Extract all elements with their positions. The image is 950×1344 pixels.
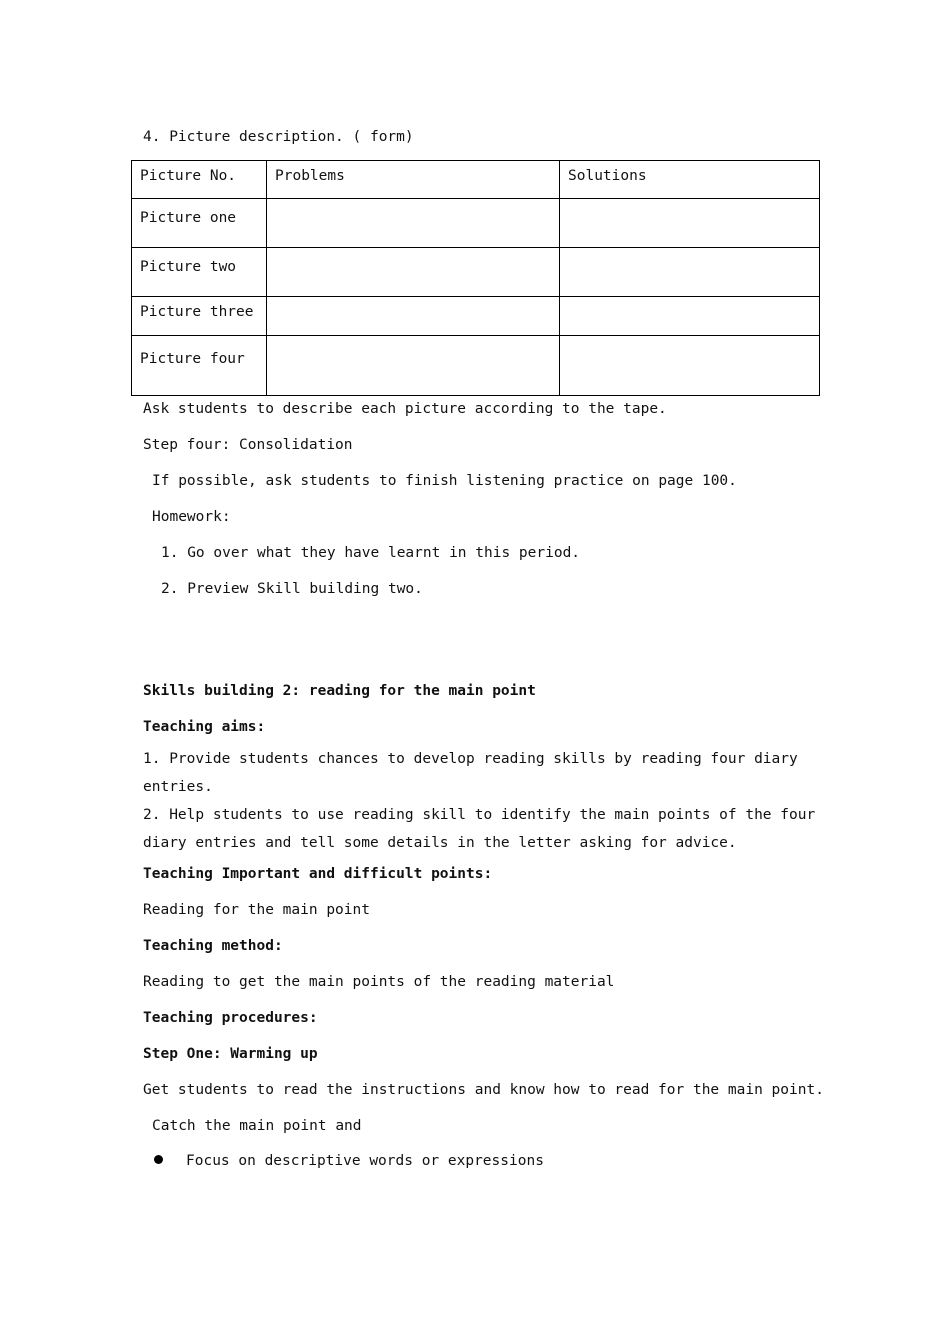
table-cell [560,297,820,336]
if-possible-text: If possible, ask students to finish listening practice on page 100. [152,473,737,489]
step-four-heading: Step four: Consolidation [143,437,353,453]
table-cell [267,199,560,248]
bullet-item-text: Focus on descriptive words or expressions [186,1153,544,1169]
table-cell [267,248,560,297]
table-header-cell: Problems [267,161,560,199]
table-cell: Picture four [132,336,267,396]
table-row [132,248,820,297]
bullet-icon [154,1155,163,1164]
table-cell [560,248,820,297]
difficult-points-label: Teaching Important and difficult points: [143,866,493,882]
picture-description-table [131,160,820,396]
aim-2-line-2: diary entries and tell some details in the letter asking for advice. [143,835,737,851]
aim-1-line-1: 1. Provide students chances to develop reading skills by reading four diary [143,751,798,767]
homework-item: 1. Go over what they have learnt in this period. [161,545,581,561]
teaching-method-label: Teaching method: [143,938,283,954]
teaching-aims-label: Teaching aims: [143,719,266,735]
table-row [132,297,820,336]
aim-1-line-2: entries. [143,779,213,795]
table-row [132,199,820,248]
teaching-method-text: Reading to get the main points of the reading material [143,974,615,990]
table-row [132,336,820,396]
difficult-points-text: Reading for the main point [143,902,370,918]
table-cell: Picture two [132,248,267,297]
homework-item: 2. Preview Skill building two. [161,581,423,597]
skills-building-title: Skills building 2: reading for the main point [143,683,536,699]
table-header-cell: Picture No. [132,161,267,199]
table-cell: Picture three [132,297,267,336]
table-cell [560,336,820,396]
table-cell: Picture one [132,199,267,248]
catch-main-point-text: Catch the main point and [152,1118,362,1134]
table-header-cell: Solutions [560,161,820,199]
table-cell [267,336,560,396]
table-header-row [132,161,820,199]
table-cell [267,297,560,336]
aim-2-line-1: 2. Help students to use reading skill to identify the main points of the four [143,807,816,823]
homework-label: Homework: [152,509,231,525]
teaching-procedures-label: Teaching procedures: [143,1010,318,1026]
after-table-text: Ask students to describe each picture according to the tape. [143,401,667,417]
item-4-heading: 4. Picture description. ( form) [143,129,414,145]
step-one-heading: Step One: Warming up [143,1046,318,1062]
step-one-text: Get students to read the instructions and know how to read for the main point. [143,1082,824,1098]
table-cell [560,199,820,248]
